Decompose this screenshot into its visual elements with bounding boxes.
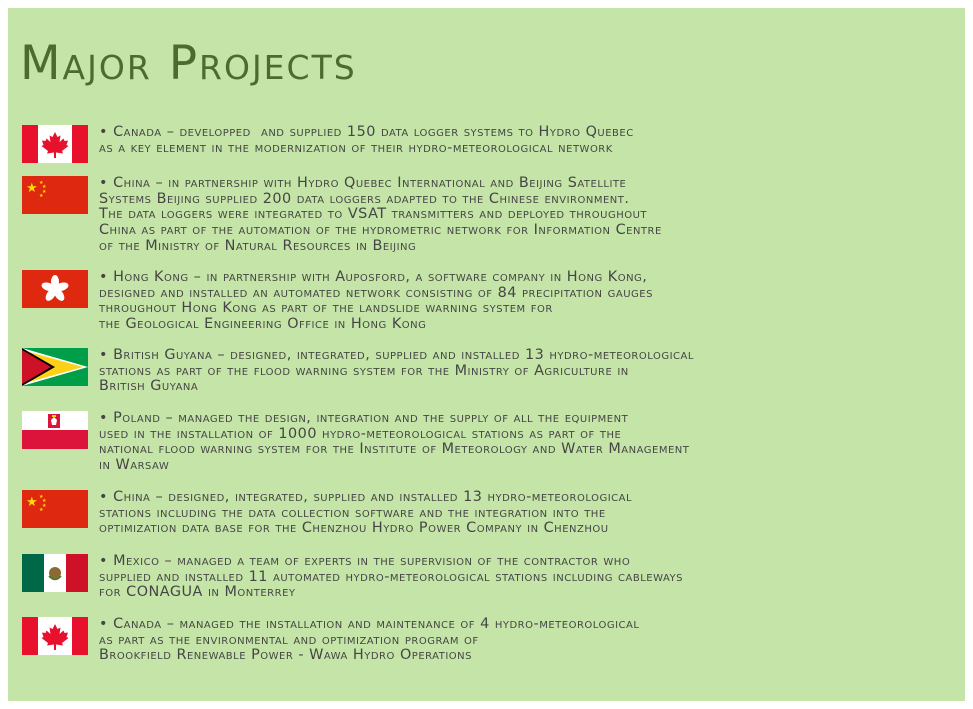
svg-text:★: ★: [39, 193, 44, 199]
page-title: Major Projects: [20, 36, 357, 91]
svg-text:★: ★: [39, 507, 44, 513]
svg-text:★: ★: [26, 495, 38, 510]
project-description: • British Guyana – designed, integrated, supplied and installed 13 hydro-meteorological stations as part of the flood warning system for the Ministry of Agriculture in British Guyana: [99, 347, 694, 395]
poland-flag-icon: [22, 411, 88, 449]
svg-text:★: ★: [42, 503, 47, 509]
svg-text:★: ★: [42, 498, 47, 504]
china-flag-icon: [22, 176, 88, 214]
hong-kong-flag-icon: [22, 270, 88, 308]
mexico-flag-icon: [22, 554, 88, 592]
project-description: • Hong Kong – in partnership with Auposford, a software company in Hong Kong, designed and installed an automated network consisting of 84 precipitation gauges throughout Hong Kong as part of the landslide warning system for the Geological Engineering Office in Hong Kong: [99, 269, 653, 333]
project-description: • China – designed, integrated, supplied and installed 13 hydro-meteorological stations including the data collection software and the integration into the optimization data base for the Chenzhou Hydro Power Company in Chenzhou: [99, 489, 633, 537]
project-description: • Mexico – managed a team of experts in the supervision of the contractor who supplied and installed 11 automated hydro-meteorological stations including cableways for CONAGUA in Monterrey: [99, 553, 683, 601]
guyana-flag-icon: [22, 348, 88, 386]
project-description: • China – in partnership with Hydro Quebec International and Beijing Satellite Systems Beijing supplied 200 data loggers adapted to the Chinese environment. The data loggers were integrated to VSAT transmitters and deployed throughout China as part of the automation of the hydrometric network for Information Centre of the Ministry of Natural Resources in Beijing: [99, 175, 662, 254]
svg-text:★: ★: [39, 180, 44, 186]
china-flag-icon: [22, 490, 88, 528]
project-description: • Canada – managed the installation and maintenance of 4 hydro-meteorological as part as the environmental and optimization program of Brookfield Renewable Power - Wawa Hydro Operations: [99, 616, 640, 664]
svg-text:★: ★: [39, 494, 44, 500]
project-description: • Poland – managed the design, integration and the supply of all the equipment used in the installation of 1000 hydro-meteorological stations as part of the national flood warning system for the Institute of Meteorology and Water Management in Warsaw: [99, 410, 690, 474]
slide: [8, 8, 965, 701]
project-description: • Canada – developped and supplied 150 data logger systems to Hydro Quebec as a key element in the modernization of their hydro-meteorological network: [99, 124, 634, 156]
canada-flag-icon: [22, 617, 88, 655]
svg-text:★: ★: [42, 184, 47, 190]
svg-text:★: ★: [26, 181, 38, 196]
svg-text:★: ★: [42, 189, 47, 195]
canada-flag-icon: [22, 125, 88, 163]
